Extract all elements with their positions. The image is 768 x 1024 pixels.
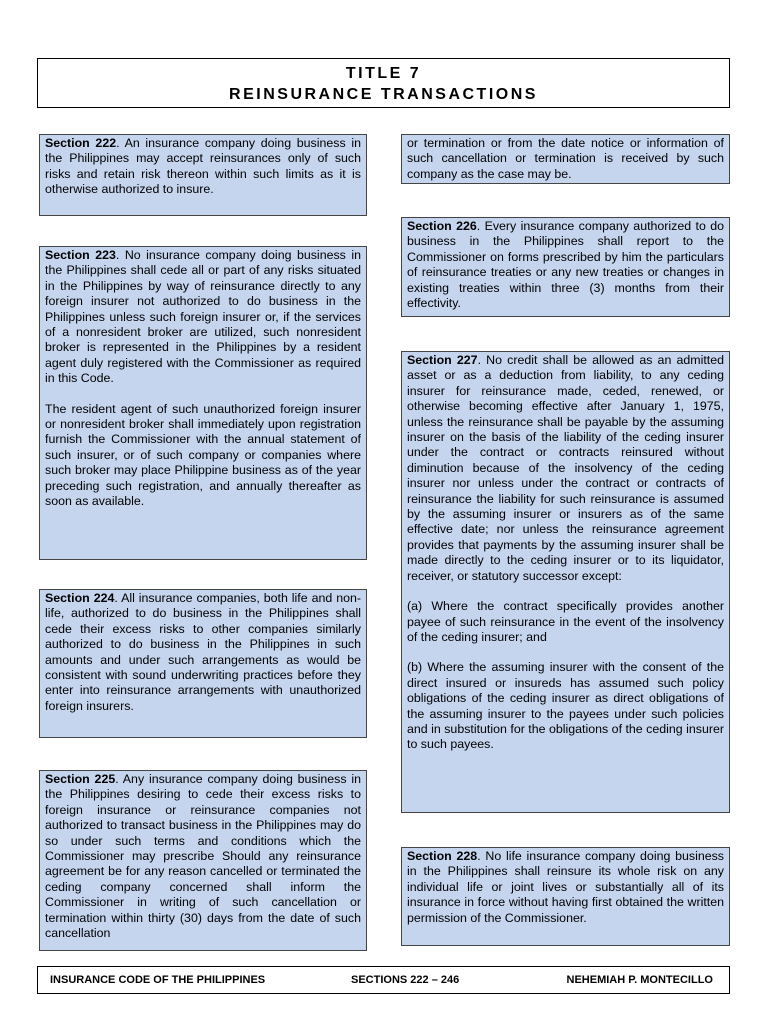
section-226-box: [401, 217, 730, 317]
section-223-paragraph-2: The resident agent of such unauthorized foreign insurer or nonresident broker shall immediately upon registration furnish the Commissioner with the annual statement of such insurer, or of such company or companies where such broker may place Philippine business as of the year preceding such registration, and annually thereafter as soon as available.: [45, 401, 361, 509]
section-225-text: . Any insurance company doing business in the Philippines desiring to cede their excess risks to foreign insurance or reinsurance companies not authorized to transact business in the Philippines may do so under such terms and conditions which the Commissioner may prescribe Should any reinsurance agreement be for any reason cancelled or terminated the ceding company concerned shall inform the Commissioner in writing of such cancellation or termination within thirty (30) days from the date of such cancellation: [45, 772, 361, 941]
section-227-clause-a: (a) Where the contract specifically provides another payee of such reinsurance in the event of the insolvency of the ceding insurer; and: [407, 599, 724, 644]
section-226-text: . Every insurance company authorized to do business in the Philippines shall report to the Commissioner on forms prescribed by him the particulars of reinsurance treaties or any new treaties or changes in existing treaties within three (3) months from their effectivity.: [407, 219, 724, 311]
section-224-label: Section 224: [45, 591, 115, 605]
section-227-label: Section 227: [407, 353, 478, 367]
section-223-text: . No insurance company doing business in the Philippines shall cede all or part of any risks situated in the Philippines by way of reinsurance directly to any foreign insurer not authorized to do business in the Philippines unless such foreign insurer or, if the services of a nonresident broker are utilized, such nonresident broker is represented in the Philippines by a resident agent duly registered with the Commissioner as required in this Code.: [45, 248, 361, 386]
section-222-text: . An insurance company doing business in the Philippines may accept reinsurances only of such risks and retain risk thereon within such limits as it is otherwise authorized to insure.: [45, 136, 362, 197]
page-footer: [37, 966, 730, 994]
section-228-box: [401, 847, 730, 946]
title-number: TITLE 7: [345, 65, 422, 82]
section-225-continued-text: or termination or from the date notice or information of such cancellation or termination is received by such company as the case may be.: [407, 136, 724, 181]
section-226-label: Section 226: [407, 219, 477, 233]
section-223-box: [39, 246, 367, 560]
section-223-label: Section 223: [45, 248, 116, 262]
section-227-clause-b: (b) Where the assuming insurer with the consent of the direct insured or insureds has assumed such policy obligations of the ceding insurer as direct obligations of the assuming insurer to the payees under such policies and in substitution for the obligations of the ceding insurer to such payees.: [407, 660, 724, 752]
title-box: [37, 58, 730, 108]
footer-section-range: SECTIONS 222 – 246: [351, 974, 460, 986]
title-heading: REINSURANCE TRANSACTIONS: [229, 86, 538, 103]
section-225-box: [39, 770, 367, 951]
section-227-text: . No credit shall be allowed as an admitted asset or as a deduction from liability, to any ceding insurer for reinsurance made, ceded, renewed, or otherwise becoming effective after January 1, 1975, unless the reinsurance shall be payable by the assuming insurer on the basis of the liability of the ceding insurer under the contract or contracts reinsured without diminution because of the insolvency of the ceding insurer nor unless under the contract or contracts of reinsurance the liability for such reinsurance is assumed by the assuming insurer or insurers as of the same effective date; nor unless the reinsurance agreement provides that payments by the assuming insurer shall be made directly to the ceding insurer or to its liquidator, receiver, or statutory successor except:: [407, 353, 724, 583]
section-228-text: . No life insurance company doing business in the Philippines shall reinsure its whole risk on any individual life or joint lives or substantially all of its insurance in force without having first obtained the written permission of the Commissioner.: [407, 849, 725, 925]
section-225-label: Section 225: [45, 772, 116, 786]
footer-code-title: INSURANCE CODE OF THE PHILIPPINES: [50, 974, 266, 986]
section-228-label: Section 228: [407, 849, 478, 863]
section-222-box: [39, 134, 367, 216]
section-224-box: [39, 589, 367, 738]
section-225-continued-box: [401, 134, 730, 184]
section-227-box: [401, 351, 730, 813]
section-222-label: Section 222: [45, 136, 117, 150]
section-224-text: . All insurance companies, both life and non-life, authorized to do business in the Philippines shall cede their excess risks to other companies similarly authorized to do business in the Philippines in such amounts and under such arrangements as would be consistent with sound underwriting practices before they enter into reinsurance arrangements with unauthorized foreign insurers.: [45, 591, 361, 713]
footer-author: NEHEMIAH P. MONTECILLO: [566, 974, 713, 986]
